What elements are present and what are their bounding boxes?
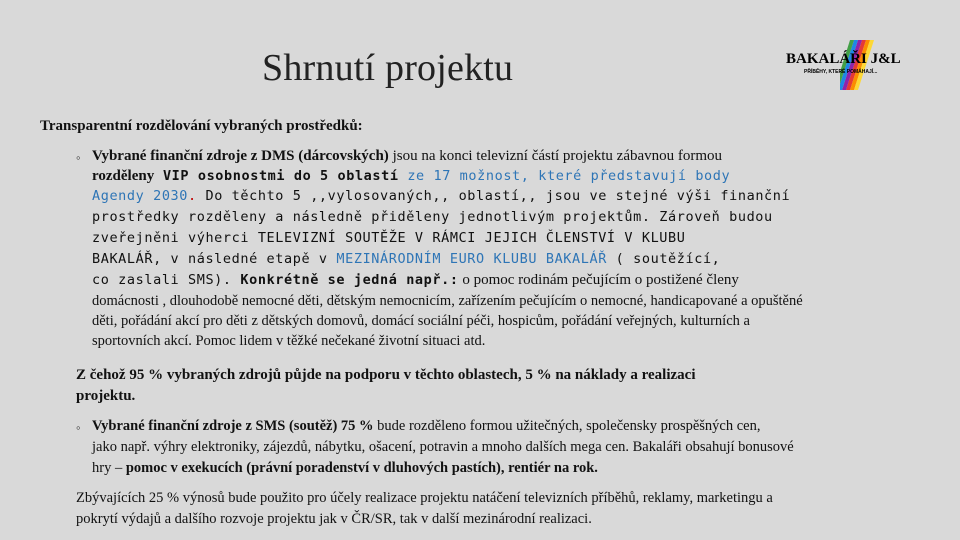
- block1-bold-text: Vybrané finanční zdroje z DMS (dárcovských): [92, 148, 389, 164]
- logo-tagline: PŘÍBĚHY, KTERÉ POMÁHAJÍ...: [804, 69, 878, 75]
- page-title: Shrnutí projektu: [262, 47, 514, 89]
- bullet-icon: ◦: [76, 420, 81, 435]
- block1-bold-mono-text: VIP osobnostmi do 5 oblastí: [154, 168, 399, 184]
- block2-text: bude rozděleno formou užitečných, společensky prospěšných cen,: [373, 418, 761, 434]
- block2-line2: jako např. výhry elektroniky, zájezdů, nábytku, ošacení, potravin a mnoho dalších mega cen. Bakaláři obsahují bonusové: [92, 439, 794, 455]
- bullet-icon: ◦: [76, 150, 81, 165]
- block2-line3: [92, 458, 960, 479]
- block2-line1: [92, 416, 960, 437]
- block1-bold-mono-text: Konkrétně se jedná např.:: [231, 272, 459, 288]
- block2-bold-text: pomoc v exekucích (právní poradenství v dluhových pastích), rentiér na rok.: [125, 460, 598, 476]
- block1-line9: děti, pořádání akcí pro děti z dětských domovů, domácí sociální péči, hospicům, pořádání veřejných, kulturních a: [92, 313, 750, 329]
- block1-line5: zveřejněni výherci TELEVIZNÍ SOUTĚŽE V RÁMCI JEJICH ČLENSTVÍ V KLUBU: [92, 230, 686, 246]
- footer-line1: Zbývajících 25 % výnosů bude použito pro účely realizace projektu natáčení televizních příběhů, reklamy, marketingu a: [76, 490, 773, 506]
- red-dot-text: .: [188, 188, 197, 204]
- block1-text: co zaslali SMS).: [92, 272, 232, 288]
- block1-blue-text: ze 17 možnost, které představují body: [398, 168, 731, 184]
- block1-line3: [92, 186, 960, 207]
- agenda-link-text: Agendy 2030: [92, 188, 189, 204]
- block1-line6: [92, 249, 960, 270]
- footer-line2: pokrytí výdajů a dalšího rozvoje projektu jak v ČR/SR, tak v další mezinárodní realizaci.: [76, 511, 592, 527]
- logo-text: BAKALÁŘI J&L: [786, 51, 901, 67]
- block1-line4: prostředky rozděleny a následně přiděleny jednotlivým projektům. Zároveň budou: [92, 209, 773, 225]
- section-heading: Transparentní rozdělování vybraných prostředků:: [40, 118, 363, 134]
- block1-bold-text: rozděleny: [92, 168, 155, 184]
- block1-text: Do těchto 5 ,,vylosovaných,, oblastí,, jsou ve stejné výši finanční: [196, 188, 791, 204]
- logo: [786, 40, 936, 90]
- block1-text: BAKALÁŘ, v následné etapě v: [92, 251, 328, 267]
- block1-text: o pomoc rodinám pečujícím o postižené členy: [458, 272, 739, 288]
- block2-bold-text: Vybrané finanční zdroje z SMS (soutěž) 75 %: [92, 418, 374, 434]
- euro-club-text: MEZINÁRODNÍM EURO KLUBU BAKALÁŘ: [327, 251, 607, 267]
- block1-text: ( soutěžící,: [606, 251, 721, 267]
- block2-text: hry –: [92, 460, 126, 476]
- summary-line2: projektu.: [76, 388, 136, 404]
- block1-line1: [92, 146, 960, 167]
- block1-line2: [92, 166, 960, 187]
- block1-line10: sportovních akcí. Pomoc lidem v těžké nečekané životní situaci atd.: [92, 333, 486, 349]
- block1-text: jsou na konci televizní částí projektu zábavnou formou: [388, 148, 723, 164]
- summary-line1: Z čehož 95 % vybraných zdrojů půjde na podporu v těchto oblastech, 5 % na náklady a realizaci: [76, 367, 696, 383]
- block1-line7: [92, 270, 960, 291]
- block1-line8: domácnosti , dlouhodobě nemocné děti, dětským nemocnicím, zařízením pečujícím o nemocné, handicapované a opuštěné: [92, 293, 803, 309]
